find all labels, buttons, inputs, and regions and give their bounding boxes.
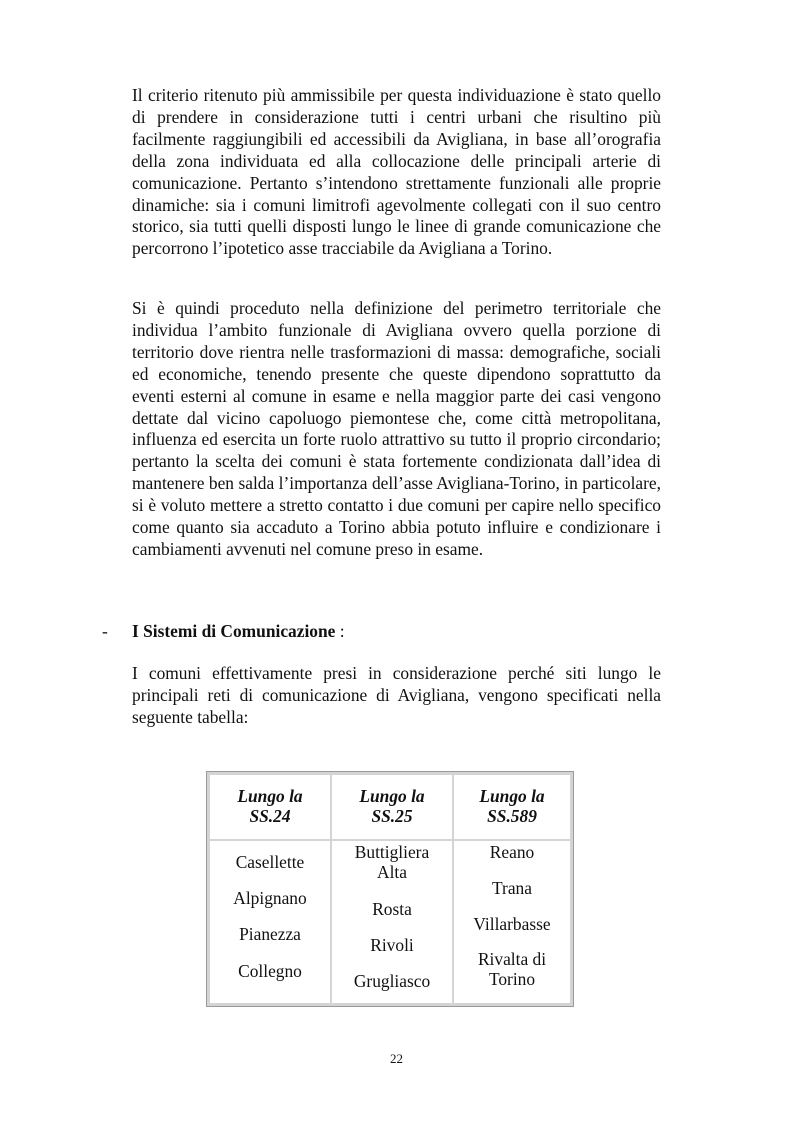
table-cell: Rosta	[372, 899, 412, 919]
communication-table	[206, 771, 574, 1007]
table-column-ss24	[210, 841, 330, 1003]
table-cell: Buttigliera Alta	[354, 842, 430, 882]
paragraph-criterio: Il criterio ritenuto più ammissibile per questa individuazione è stato quello di prendere in considerazione tutti i centri urbani che risultino più facilmente raggiungibili ed accessibili da Avigliana, in base all’orografia della zona individuata ed alla collocazione delle principali arterie di comunicazione. Pertanto s’intendono strettamente funzionali alle proprie dinamiche: sia i comuni limitrofi agevolmente collegati con il suo centro storico, sia tutti quelli disposti lungo le linee di grande comunicazione che percorrono l’ipotetico asse tracciabile da Avigliana a Torino.	[132, 85, 661, 259]
table-cell: Casellette	[235, 852, 305, 872]
table-header-ss25	[332, 775, 452, 839]
table-header-ss589	[454, 775, 570, 839]
table-cell: Grugliasco	[353, 971, 431, 991]
header-line: Lungo la	[237, 786, 303, 806]
table-cell: Rivalta di Torino	[477, 949, 547, 989]
table-cell: Villarbasse	[473, 914, 551, 934]
section-bullet: -	[102, 621, 108, 641]
paragraph-perimetro: Si è quindi proceduto nella definizione del perimetro territoriale che individua l’ambito funzionale di Avigliana ovvero quella porzione di territorio dove rientra nelle trasformazioni di massa: demografiche, sociali ed economiche, tenendo presente che queste dipendono soprattutto da eventi esterni al comune in esame e nella maggior parte dei casi vengono dettate dal vicino capoluogo piemontese che, come città metropolitana, influenza ed esercita un forte ruolo attrattivo su tutto il proprio circondario; pertanto la scelta dei comuni è stata fortemente condizionata dall’idea di mantenere ben salda l’importanza dell’asse Avigliana-Torino, in particolare, si è voluto mettere a stretto contatto i due comuni per capire nello specifico come quanto sia accaduto a Torino abbia potuto influire e condizionare i cambiamenti avvenuti nel comune preso in esame.	[132, 298, 661, 559]
table-cell: Reano	[489, 842, 535, 862]
header-line: SS.25	[371, 806, 413, 826]
section-heading	[132, 620, 345, 642]
section-title: I Sistemi di Comunicazione	[132, 621, 336, 641]
header-line: SS.24	[249, 806, 291, 826]
table-header-ss24	[210, 775, 330, 839]
table-cell: Pianezza	[239, 924, 301, 944]
table-cell: Trana	[492, 878, 532, 898]
table-cell: Alpignano	[233, 888, 307, 908]
header-line: Lungo la	[359, 786, 425, 806]
header-line: SS.589	[487, 806, 537, 826]
table-column-ss589	[454, 841, 570, 1003]
page-number: 22	[390, 1051, 403, 1066]
table-column-ss25	[332, 841, 452, 1003]
header-line: Lungo la	[479, 786, 545, 806]
table-cell: Rivoli	[370, 935, 414, 955]
paragraph-comuni: I comuni effettivamente presi in considerazione perché siti lungo le principali reti di comunicazione di Avigliana, vengono specificati nella seguente tabella:	[132, 663, 661, 727]
section-title-suffix: :	[335, 621, 345, 641]
table-cell: Collegno	[238, 961, 302, 981]
